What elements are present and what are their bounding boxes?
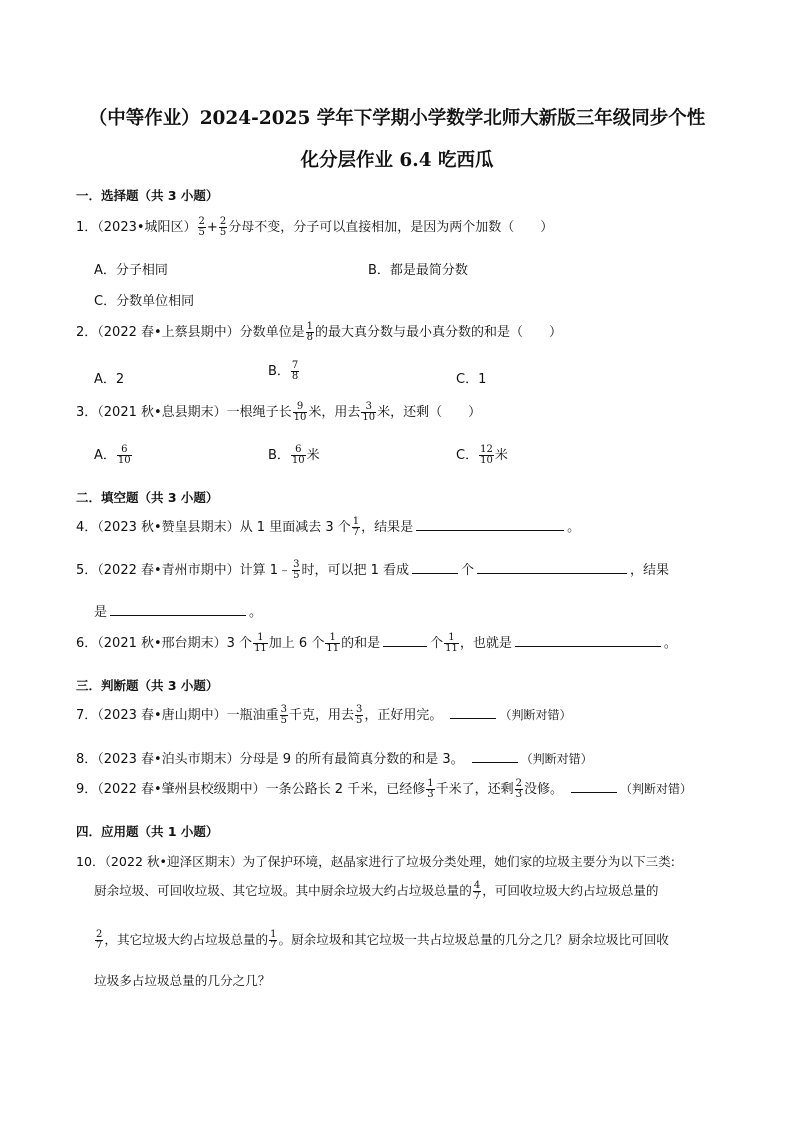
page-title-line-2: 化分层作业 6.4 吃西瓜 (300, 150, 494, 171)
question-5-line-2: 是 。 (94, 605, 263, 620)
fraction: $\frac{7}{8}$ (291, 359, 299, 382)
question-10-line-4: 垃圾多占垃圾总量的几分之几？ (94, 973, 271, 988)
answer-blank[interactable] (416, 518, 564, 531)
fraction: $\frac{1}{7}$ (270, 928, 277, 951)
section-application-heading: 四．应用题（共 1 小题） (76, 824, 219, 839)
question-3: 3．（2021 秋•息县期末）一根绳子长 $\frac{9}{10}$ 米，用去 $\frac{3}{10}$ 米，还剩（ ） (76, 400, 482, 423)
answer-blank[interactable] (571, 780, 617, 793)
fraction: $\frac{2}{5}$ (219, 215, 227, 238)
section-judge-heading: 三．判断题（共 3 小题） (76, 678, 219, 693)
question-2-prefix: 2．（2022 春•上蔡县期中）分数单位是 (76, 325, 305, 340)
answer-blank[interactable] (110, 603, 246, 616)
q1-option-c[interactable]: C．分数单位相同 (94, 294, 195, 309)
fraction: $\frac{3}{5}$ (356, 703, 363, 726)
question-2 (76, 321, 562, 344)
fraction: $\frac{12}{10}$ (480, 443, 493, 466)
question-1-prefix: 1．（2023•城阳区） (76, 220, 197, 235)
question-6: 6．（2021 秋•邢台期末）3 个 $\frac{1}{11}$ 加上 6 个 $\frac{1}{11}$ 的和是 个 $\frac{1}{11}$ ，也就是 。 (76, 631, 677, 654)
q2-option-b[interactable]: B． $\frac{7}{8}$ (268, 359, 299, 382)
question-5: 5．（2022 春•青州市期中）计算 1﹣ $\frac{3}{5}$ 时，可以把 1 看成 个 ，结果 (76, 558, 670, 581)
fraction: $\frac{1}{11}$ (326, 631, 340, 654)
answer-blank[interactable] (515, 634, 661, 647)
q3-option-a[interactable]: A． $\frac{6}{10}$ (94, 443, 131, 466)
section-choice-heading: 一．选择题（共 3 小题） (76, 188, 219, 203)
question-9: 9．（2022 春•肇州县校级期中）一条公路长 2 千米，已经修 $\frac{1}{3}$ 千米了，还剩 $\frac{2}{3}$ 没修。 （判断对错） (76, 777, 692, 800)
question-10-line-2: 厨余垃圾、可回收垃圾、其它垃圾。其中厨余垃圾大约占垃圾总量的 $\frac{4}{7}$ ，可回收垃圾大约占垃圾总量的 (94, 879, 659, 902)
question-1-text: 分母不变，分子可以直接相加，是因为两个加数（ ） (228, 220, 554, 235)
q2-option-a[interactable]: A．2 (94, 372, 125, 387)
answer-blank[interactable] (472, 750, 518, 763)
question-7: 7．（2023 春•唐山期中）一瓶油重 $\frac{3}{5}$ 千克，用去 $\frac{3}{5}$ ，正好用完。 （判断对错） (76, 703, 572, 726)
fraction: $\frac{4}{7}$ (473, 879, 481, 902)
fraction: $\frac{3}{5}$ (293, 558, 300, 581)
fraction: $\frac{3}{10}$ (362, 400, 376, 423)
question-1 (76, 216, 553, 239)
q1-option-a[interactable]: A．分子相同 (94, 263, 168, 278)
fraction: $\frac{9}{10}$ (293, 400, 307, 423)
fraction: $\frac{1}{3}$ (427, 777, 434, 800)
fraction: $\frac{3}{5}$ (280, 703, 288, 726)
answer-blank[interactable] (450, 706, 496, 719)
q1-option-b[interactable]: B．都是最简分数 (368, 263, 468, 278)
fraction: $\frac{2}{7}$ (96, 928, 103, 951)
fraction: $\frac{1}{8}$ (306, 320, 314, 343)
question-2-text: 的最大真分数与最小真分数的和是（ ） (315, 325, 563, 340)
plus-sign: + (206, 220, 218, 235)
question-8: 8．（2023 春•泊头市期末）分母是 9 的所有最简真分数的和是 3。 （判断对错） (76, 752, 593, 767)
fraction: $\frac{6}{10}$ (117, 443, 131, 466)
fraction: $\frac{2}{3}$ (515, 777, 522, 800)
question-4: 4．（2023 秋•赞皇县期末）从 1 里面减去 3 个 $\frac{1}{7}$ ，结果是 。 (76, 515, 581, 538)
q3-option-b[interactable]: B． $\frac{6}{10}$ 米 (268, 443, 320, 466)
answer-blank[interactable] (412, 561, 458, 574)
fraction: $\frac{6}{10}$ (291, 443, 305, 466)
section-fill-heading: 二．填空题（共 3 小题） (76, 490, 219, 505)
fraction: $\frac{1}{7}$ (352, 515, 360, 538)
q2-option-c[interactable]: C．1 (456, 372, 487, 387)
question-10-line-3: $\frac{2}{7}$ ，其它垃圾大约占垃圾总量的 $\frac{1}{7}$ 。厨余垃圾和其它垃圾一共占垃圾总量的几分之几？厨余垃圾比可回收 (96, 928, 669, 951)
fraction: $\frac{2}{5}$ (198, 215, 205, 238)
fraction: $\frac{1}{11}$ (445, 631, 458, 654)
question-10-line-1: 10．（2022 秋•迎泽区期末）为了保护环境，赵晶家进行了垃圾分类处理，她们家的垃圾主要分为以下三类: (76, 854, 675, 869)
fraction: $\frac{1}{11}$ (254, 631, 267, 654)
answer-blank[interactable] (383, 634, 427, 647)
q3-option-c[interactable]: C． $\frac{12}{10}$ 米 (456, 443, 508, 466)
page-title-line-1: （中等作业）2024-2025 学年下学期小学数学北师大新版三年级同步个性 (88, 108, 706, 129)
answer-blank[interactable] (477, 561, 627, 574)
